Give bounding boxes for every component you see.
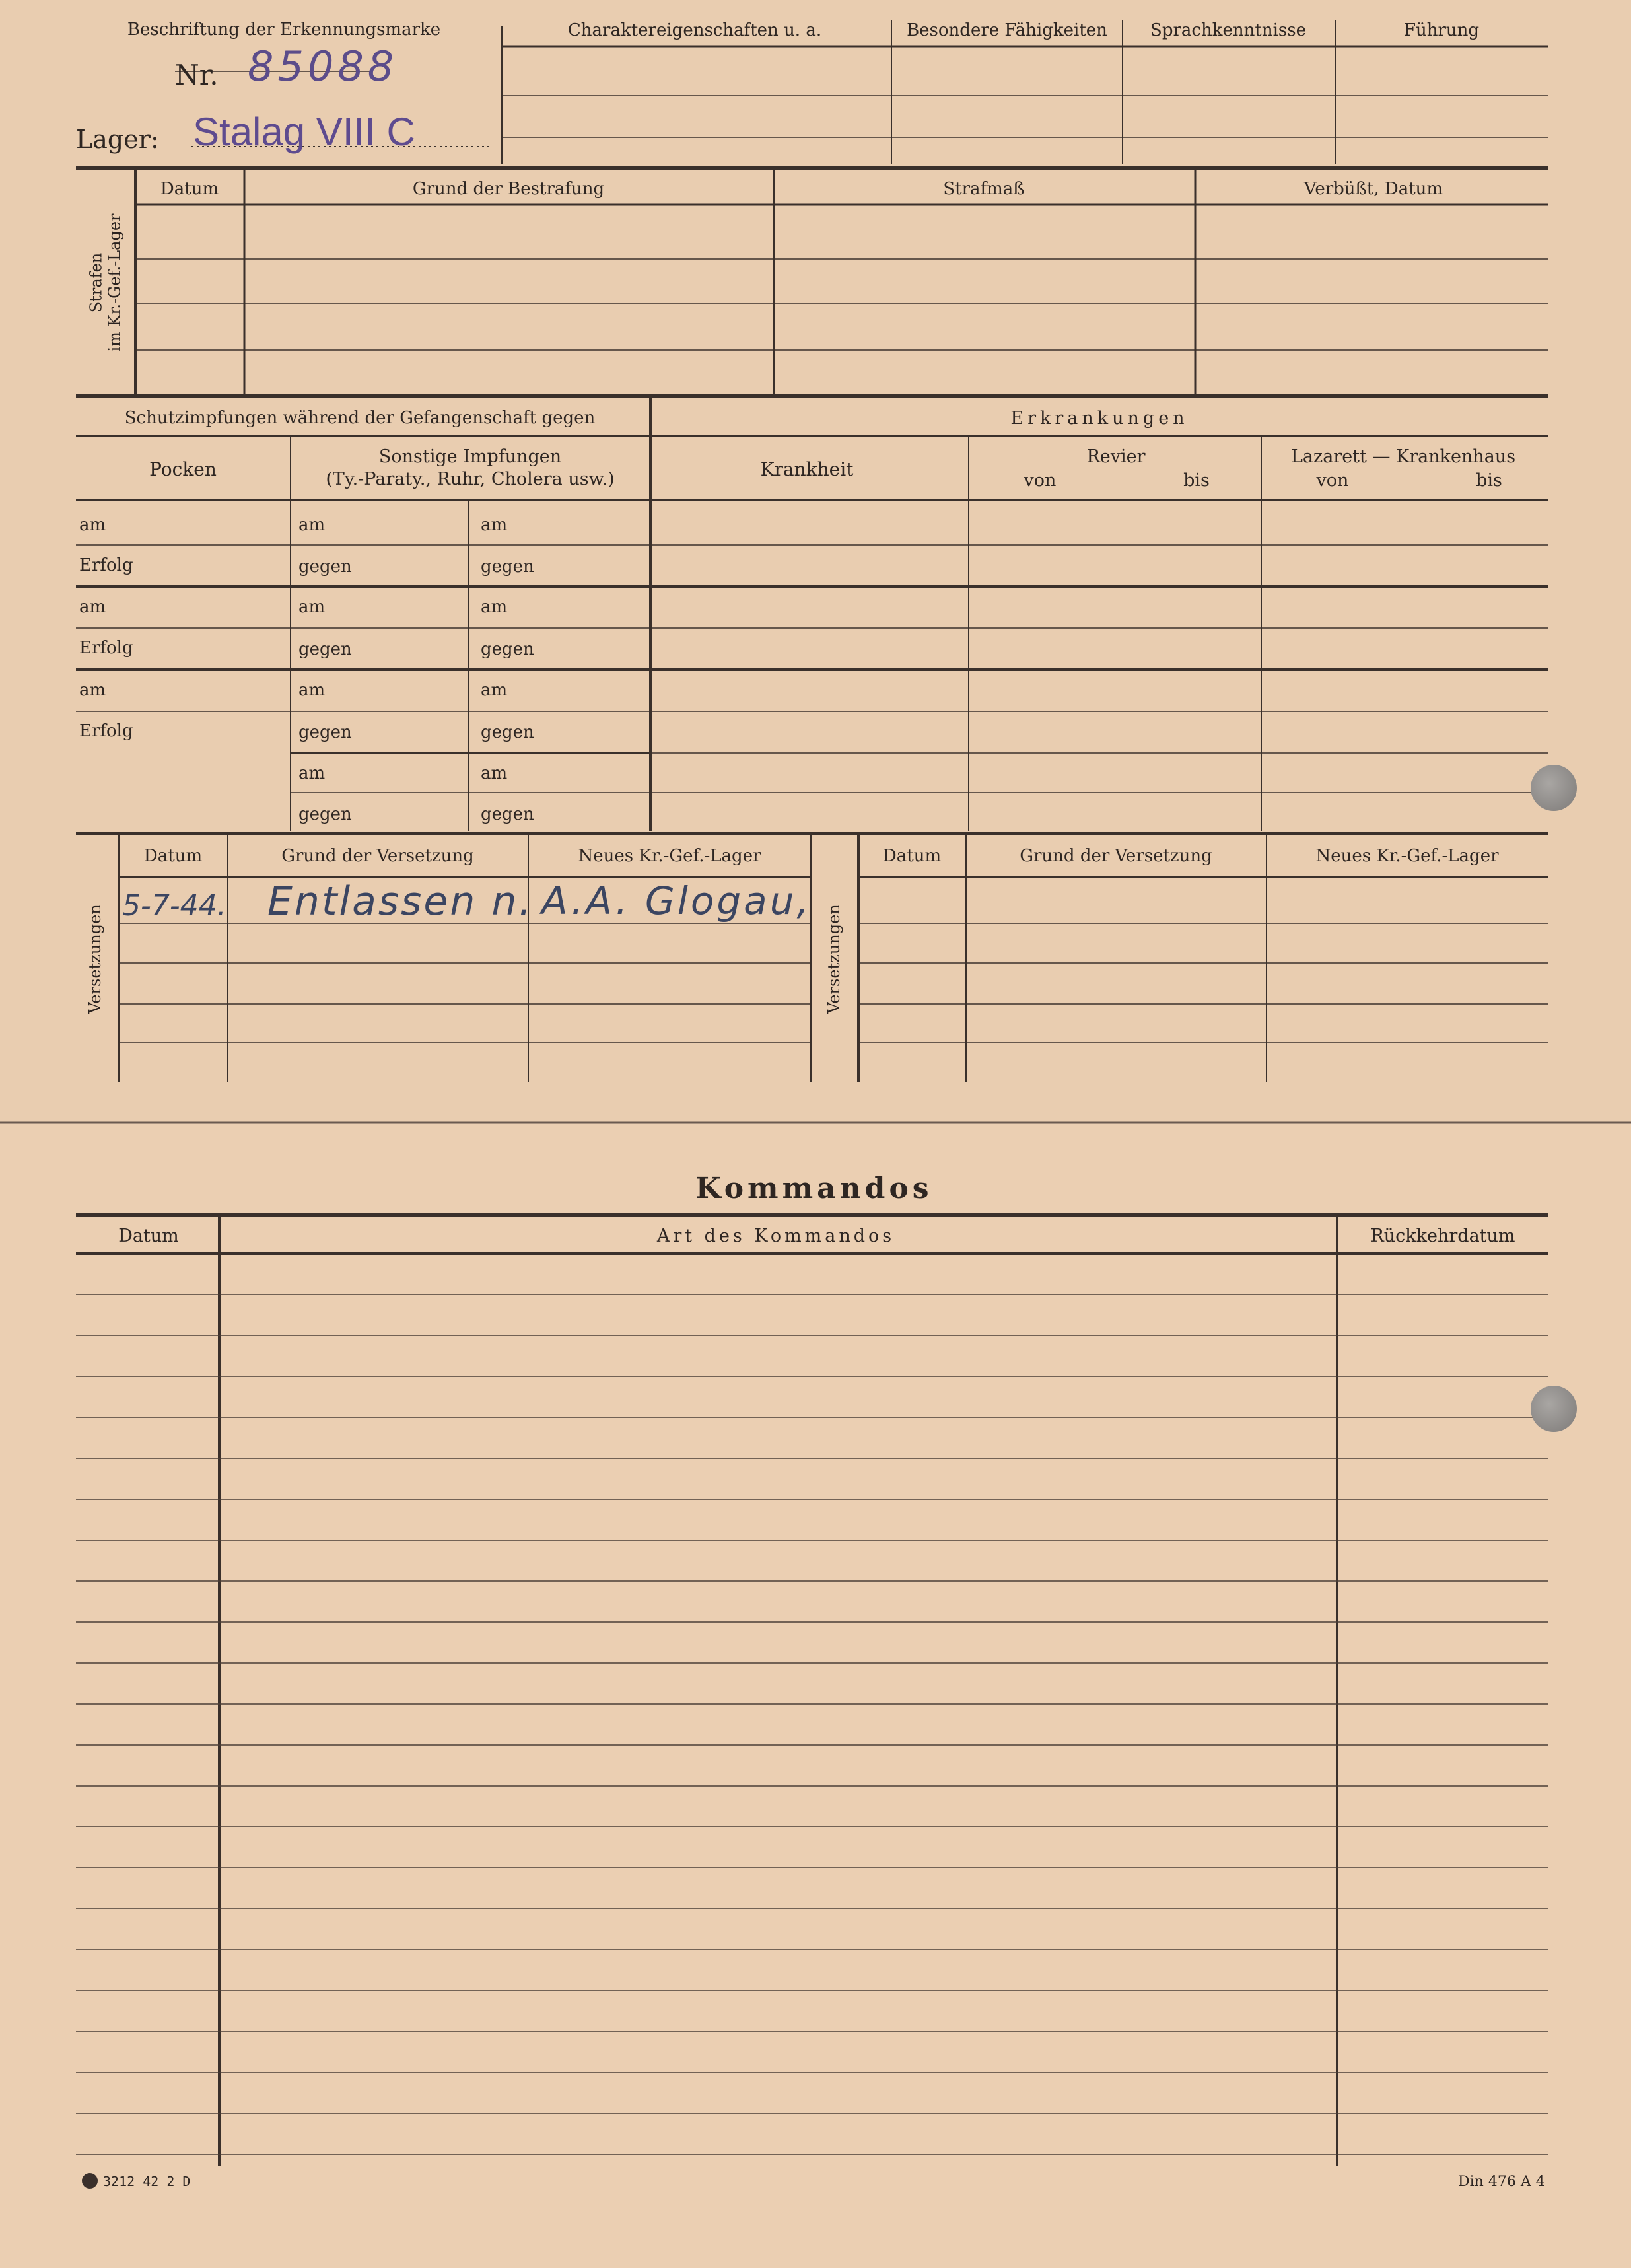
sonstige-am: am bbox=[481, 515, 508, 535]
col-charakter: Charaktereigenschaften u. a. bbox=[567, 20, 822, 40]
kommandos-col-rueckkehr: Rückkehrdatum bbox=[1370, 1226, 1515, 1246]
print-code: 3212 42 2 D bbox=[103, 2174, 191, 2189]
strafen-col-strafmass: Strafmaß bbox=[943, 179, 1025, 199]
pocken-erfolg: Erfolg bbox=[79, 555, 133, 575]
strafen-col-verbuesst: Verbüßt, Datum bbox=[1303, 179, 1443, 199]
sonstige-gegen: gegen bbox=[298, 639, 352, 659]
vers-col-grund-right: Grund der Versetzung bbox=[1020, 846, 1212, 866]
col-sprachkenntnisse: Sprachkenntnisse bbox=[1150, 20, 1306, 40]
lazarett-label: Lazarett — Krankenhaus bbox=[1290, 446, 1516, 467]
printer-mark-icon bbox=[82, 2173, 98, 2189]
lager-stamp: Stalag VIII C bbox=[193, 110, 415, 154]
punch-hole-icon bbox=[1531, 765, 1577, 811]
vers-entry-date: 5-7-44. bbox=[122, 889, 226, 923]
col-faehigkeiten: Besondere Fähigkeiten bbox=[907, 20, 1107, 40]
vers-entry-lager: A.A. Glogau, bbox=[541, 878, 812, 923]
strafen-side-label: Strafen im Kr.-Gef.-Lager bbox=[87, 213, 123, 352]
sonstige-gegen: gegen bbox=[298, 557, 352, 577]
sonstige-am: am bbox=[298, 515, 326, 535]
pocken-erfolg: Erfolg bbox=[79, 721, 133, 741]
din-label: Din 476 A 4 bbox=[1458, 2174, 1545, 2190]
sonstige-gegen: gegen bbox=[298, 804, 352, 824]
lazarett-von: von bbox=[1316, 470, 1349, 491]
versetzungen-side-label-left: Versetzungen bbox=[86, 904, 105, 1014]
pocken-label: Pocken bbox=[149, 458, 217, 480]
vers-col-datum-right: Datum bbox=[882, 846, 942, 866]
impfungen-title: Schutzimpfungen während der Gefangenschaft gegen bbox=[124, 408, 596, 428]
pocken-am: am bbox=[79, 515, 106, 535]
sonstige-am: am bbox=[298, 597, 326, 617]
nr-value: 85088 bbox=[248, 42, 398, 90]
sonstige-sublabel: (Ty.-Paraty., Ruhr, Cholera usw.) bbox=[326, 469, 615, 489]
revier-label: Revier bbox=[1086, 446, 1146, 467]
sonstige-gegen: gegen bbox=[481, 557, 534, 577]
col-fuehrung: Führung bbox=[1403, 20, 1480, 40]
vers-col-lager-left: Neues Kr.-Gef.-Lager bbox=[578, 846, 761, 866]
kommandos-title: Kommandos bbox=[695, 1172, 933, 1205]
pocken-am: am bbox=[79, 680, 106, 700]
strafen-col-datum: Datum bbox=[160, 179, 219, 199]
sonstige-label: Sonstige Impfungen bbox=[378, 446, 562, 467]
sonstige-gegen: gegen bbox=[298, 723, 352, 742]
revier-bis: bis bbox=[1183, 470, 1210, 491]
sonstige-am: am bbox=[481, 597, 508, 617]
lazarett-bis: bis bbox=[1476, 470, 1502, 491]
vers-col-lager-right: Neues Kr.-Gef.-Lager bbox=[1315, 846, 1499, 866]
sonstige-gegen: gegen bbox=[481, 804, 534, 824]
marke-label: Beschriftung der Erkennungsmarke bbox=[127, 20, 441, 40]
sonstige-am: am bbox=[481, 763, 508, 783]
erkrankungen-title: Erkrankungen bbox=[1010, 408, 1189, 429]
krankheit-label: Krankheit bbox=[760, 458, 854, 480]
strafen-col-grund: Grund der Bestrafung bbox=[412, 179, 605, 199]
vers-entry-reason: Entlassen n. bbox=[267, 878, 534, 925]
punch-hole-icon bbox=[1531, 1386, 1577, 1432]
sonstige-am: am bbox=[481, 680, 508, 700]
kommandos-col-art: Art des Kommandos bbox=[656, 1226, 895, 1246]
sonstige-gegen: gegen bbox=[481, 639, 534, 659]
pocken-erfolg: Erfolg bbox=[79, 638, 133, 658]
nr-label: Nr. bbox=[175, 59, 219, 91]
kommandos-col-datum: Datum bbox=[118, 1226, 179, 1246]
sonstige-am: am bbox=[298, 763, 326, 783]
revier-von: von bbox=[1024, 470, 1057, 491]
vers-col-grund-left: Grund der Versetzung bbox=[281, 846, 474, 866]
vers-col-datum-left: Datum bbox=[143, 846, 203, 866]
pocken-am: am bbox=[79, 597, 106, 617]
lager-label: Lager: bbox=[76, 125, 159, 154]
versetzungen-side-label-right: Versetzungen bbox=[825, 904, 844, 1014]
sonstige-am: am bbox=[298, 680, 326, 700]
sonstige-gegen: gegen bbox=[481, 723, 534, 742]
